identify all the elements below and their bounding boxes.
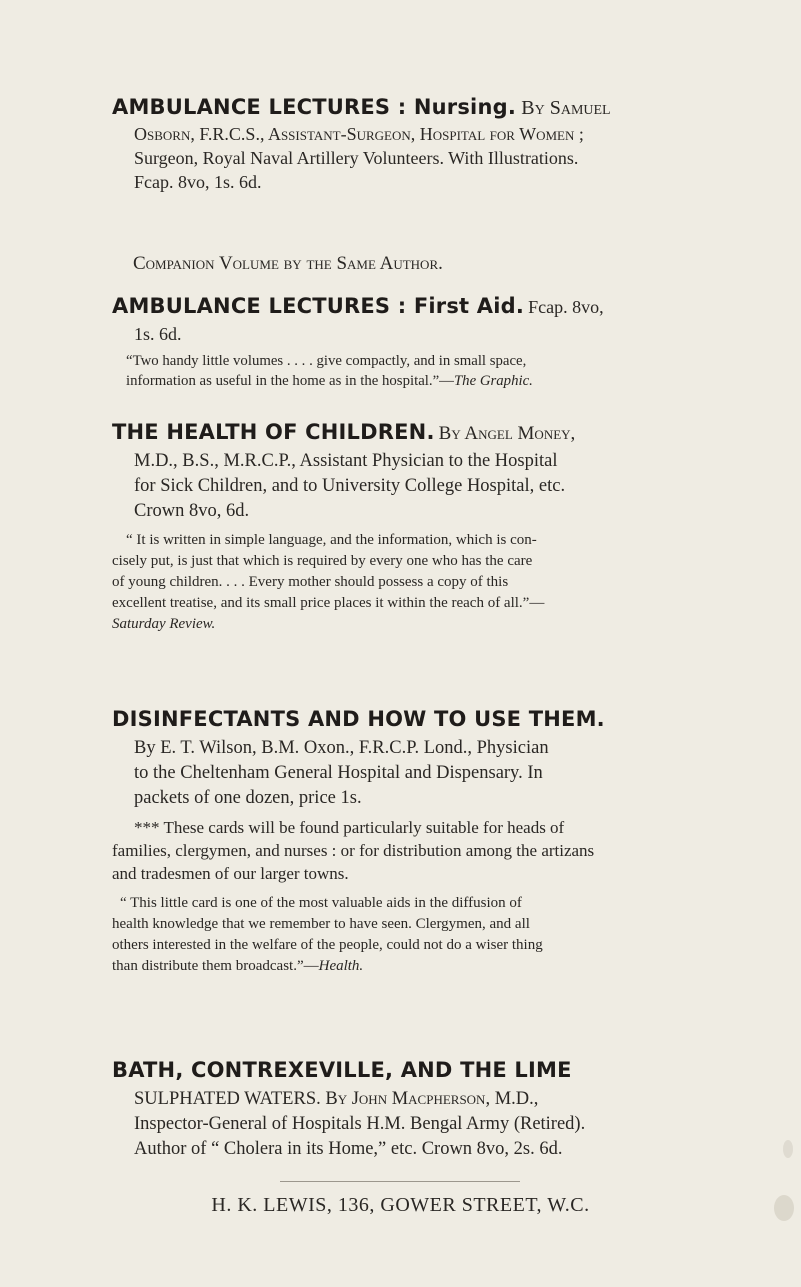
review-source: Saturday Review.	[112, 616, 216, 632]
entry-bath-waters	[112, 1056, 732, 1162]
entry-title: AMBULANCE LECTURES : Nursing.	[112, 95, 517, 119]
entry-line: Osborn, F.R.C.S., Assistant-Surgeon, Hospital for Women ;	[134, 124, 584, 144]
entry-line: M.D., B.S., M.R.C.P., Assistant Physician to the Hospital	[134, 451, 558, 471]
entry-price: 1s. 6d.	[134, 324, 182, 344]
entry-author-lead: By Samuel	[521, 97, 611, 119]
publisher-footer: H. K. LEWIS, 136, GOWER STREET, W.C.	[211, 1194, 590, 1216]
entry-subtitle: SULPHATED WATERS.	[134, 1089, 321, 1109]
review-source: Health.	[318, 958, 364, 974]
entry-title: DISINFECTANTS AND HOW TO USE THEM.	[112, 707, 605, 731]
entry-line: to the Cheltenham General Hospital and Dispensary. In	[134, 763, 543, 783]
entry-price: packets of one dozen, price 1s.	[134, 788, 362, 808]
entry-disinfectants	[112, 705, 732, 977]
entry-title: AMBULANCE LECTURES : First Aid.	[112, 294, 525, 318]
entry-title: THE HEALTH OF CHILDREN.	[112, 420, 435, 444]
entry-author-lead: By Angel Money,	[438, 423, 576, 444]
companion-heading: Companion Volume by the Same Author.	[133, 253, 443, 274]
review-quote: “ It is written in simple language, and the information, which is con- cisely put, is just that which is required by every one who has the care of young children. . . . Every mother should possess a copy of this excellent treatise, and its small price places it within the reach of all.”— Saturday Review.	[112, 532, 545, 632]
entry-title: BATH, CONTREXEVILLE, AND THE LIME	[112, 1058, 572, 1082]
entry-line: Inspector-General of Hospitals H.M. Bengal Army (Retired).	[134, 1114, 586, 1134]
entry-price: Author of “ Cholera in its Home,” etc. Crown 8vo, 2s. 6d.	[134, 1139, 563, 1159]
divider-rule	[280, 1181, 520, 1182]
entry-author-lead: By John Macpherson, M.D.,	[325, 1089, 539, 1109]
entry-price: Fcap. 8vo, 1s. 6d.	[134, 172, 262, 192]
entry-ambulance-nursing	[112, 93, 732, 194]
entry-line: for Sick Children, and to University College Hospital, etc.	[134, 476, 566, 496]
entry-line: Surgeon, Royal Naval Artillery Volunteers. With Illustrations.	[134, 148, 579, 168]
entry-note: *** These cards will be found particularly suitable for heads of families, clergymen, and nurses : or for distribution among the artizans and tradesmen of our larger towns.	[112, 818, 595, 883]
entry-line: By E. T. Wilson, B.M. Oxon., F.R.C.P. Lond., Physician	[134, 738, 549, 758]
review-quote: “Two handy little volumes . . . . give compactly, and in small space, information as useful in the home as in the hospital.”—The Graphic.	[126, 353, 533, 389]
entry-ambulance-first-aid	[112, 292, 722, 391]
review-source: The Graphic.	[453, 373, 533, 389]
paper-speck	[783, 1140, 793, 1158]
entry-health-of-children	[112, 418, 732, 635]
review-quote: “ This little card is one of the most valuable aids in the diffusion of health knowledge that we remember to have seen. Clergymen, and all others interested in the welfare of the people, could not do a wiser thing than distribute them broadcast.”—Health.	[112, 895, 543, 974]
paper-speck	[774, 1195, 794, 1221]
entry-price: Fcap. 8vo,	[528, 297, 604, 317]
entry-price: Crown 8vo, 6d.	[134, 501, 250, 521]
